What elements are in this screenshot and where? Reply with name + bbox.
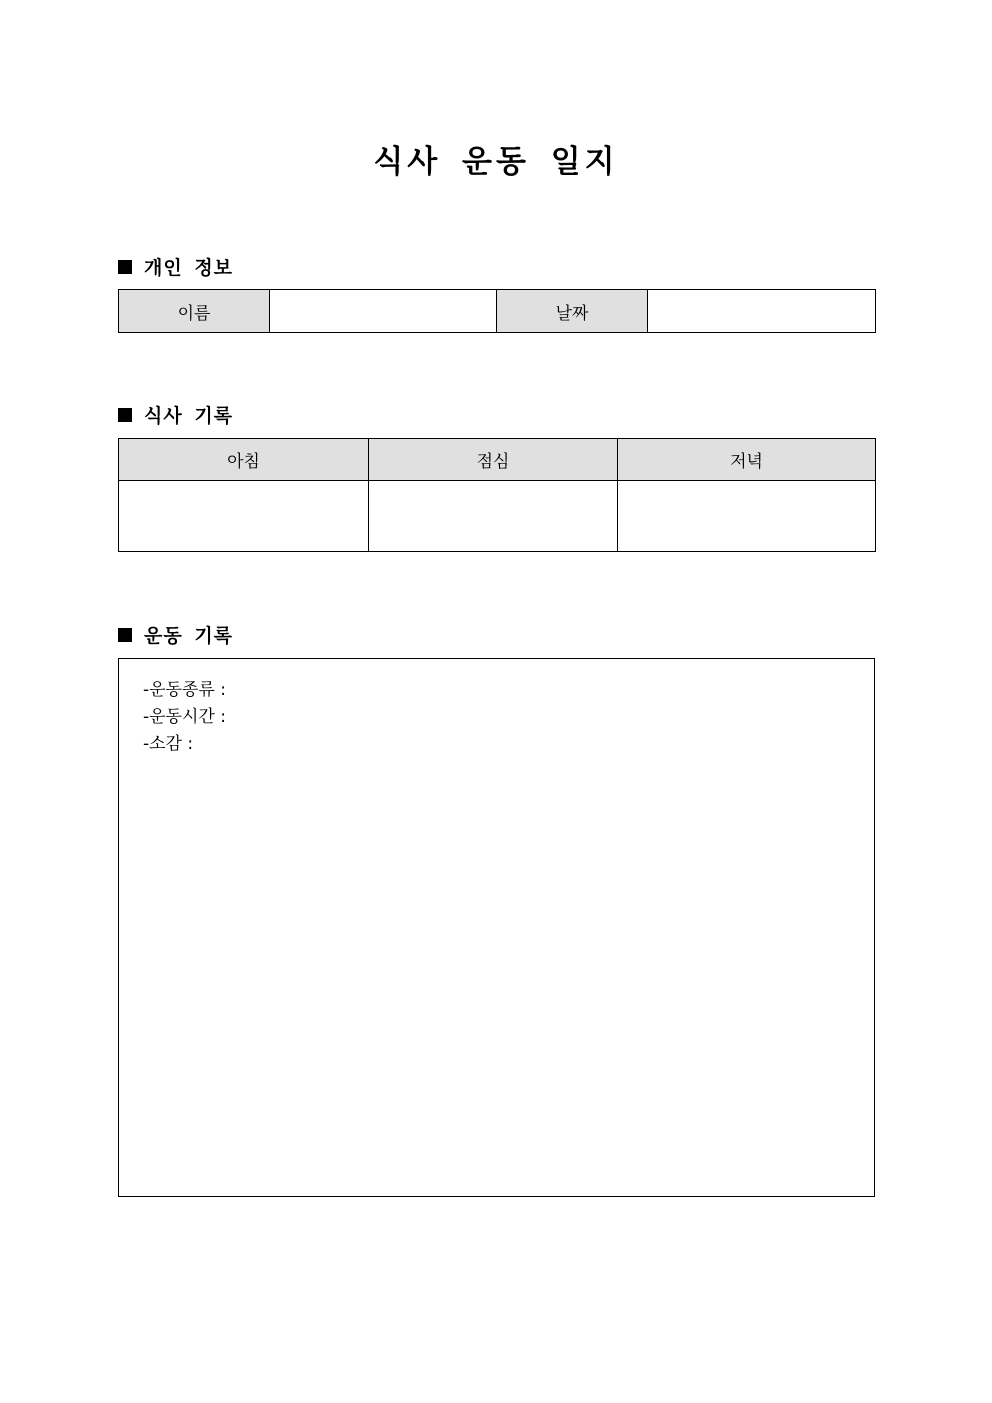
breakfast-field[interactable] <box>119 481 369 552</box>
personal-info-table <box>118 289 876 333</box>
exercise-type-line: -운동종류 : <box>143 680 226 700</box>
date-field[interactable] <box>648 290 876 333</box>
personal-info-heading-text: 개인 정보 <box>144 257 234 279</box>
exercise-record-box[interactable] <box>118 658 875 1197</box>
meal-record-table <box>118 438 876 552</box>
breakfast-header: 아침 <box>119 439 369 481</box>
exercise-time-line: -운동시간 : <box>143 707 226 727</box>
black-square-icon <box>118 260 132 274</box>
exercise-impression-line: -소감 : <box>143 734 194 754</box>
meal-record-heading <box>118 401 233 428</box>
date-label: 날짜 <box>497 290 648 333</box>
lunch-header: 점심 <box>369 439 618 481</box>
black-square-icon <box>118 628 132 642</box>
dinner-field[interactable] <box>618 481 876 552</box>
personal-info-row <box>119 290 876 333</box>
meal-header-row <box>119 439 876 481</box>
black-square-icon <box>118 408 132 422</box>
meal-value-row <box>119 481 876 552</box>
exercise-lines <box>143 677 226 758</box>
name-field[interactable] <box>270 290 497 333</box>
personal-info-heading <box>118 253 233 280</box>
name-label: 이름 <box>119 290 270 333</box>
dinner-header: 저녁 <box>618 439 876 481</box>
exercise-record-heading <box>118 621 233 648</box>
lunch-field[interactable] <box>369 481 618 552</box>
meal-record-heading-text: 식사 기록 <box>144 405 234 427</box>
exercise-record-heading-text: 운동 기록 <box>144 625 234 647</box>
page-title: 식사 운동 일지 <box>373 144 619 180</box>
